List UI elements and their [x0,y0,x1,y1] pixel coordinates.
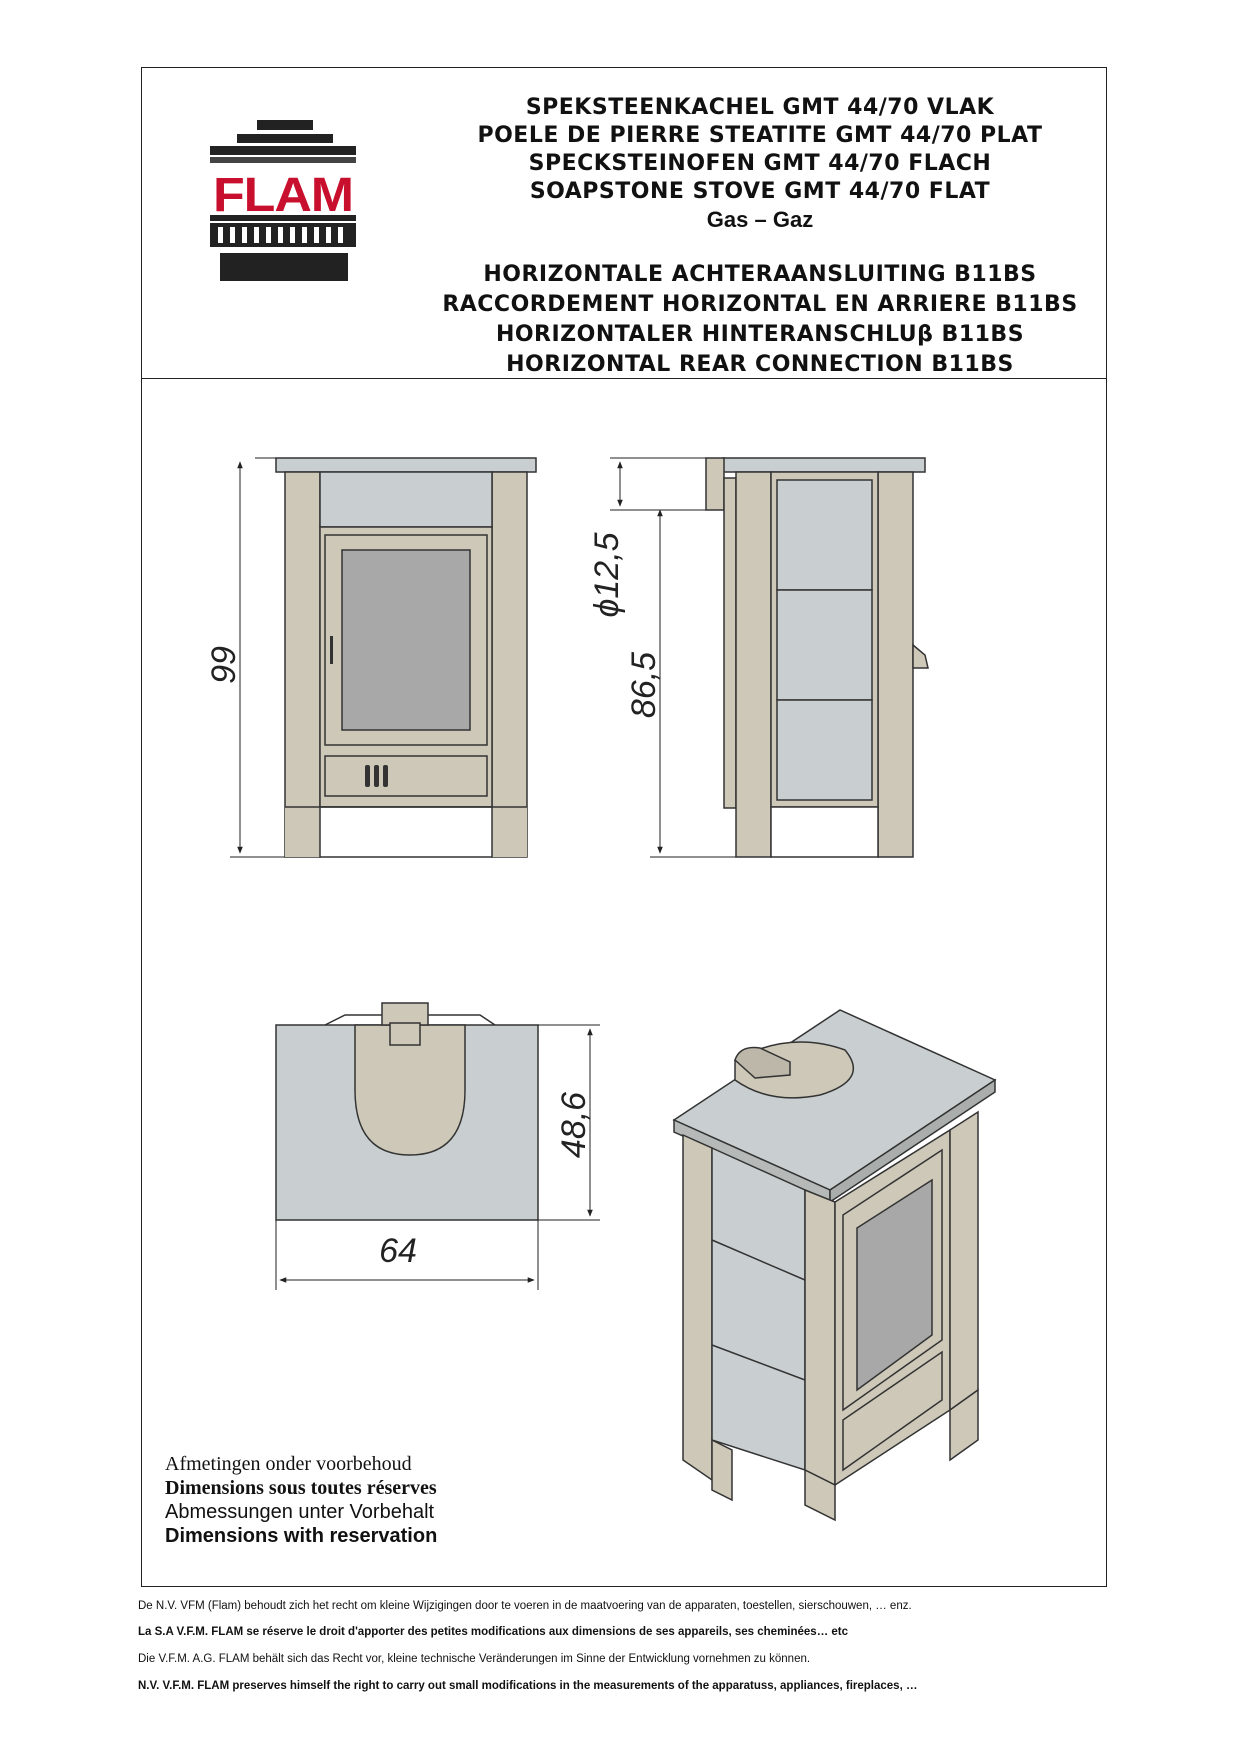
side-view [706,458,928,857]
logo-text: FLAM [213,169,353,222]
title-de: SPECKSTEINOFEN GMT 44/70 FLACH [528,151,992,176]
footer-en: N.V. V.F.M. FLAM preserves himself the right to carry out small modifications in the measurements of the apparatuss, appliances, fireplaces, … [138,1680,918,1692]
pipe-diameter-label: ϕ12,5 [588,532,626,618]
top-view [276,1003,538,1220]
width-label: 64 [379,1232,417,1270]
disclaimer [165,1452,437,1548]
connection-fr: RACCORDEMENT HORIZONTAL EN ARRIERE B11BS [442,292,1078,317]
disclaimer-nl: Afmetingen onder voorbehoud [165,1453,412,1475]
title-fr: POELE DE PIERRE STEATITE GMT 44/70 PLAT [477,123,1043,148]
height-label: 99 [205,646,243,684]
footer-fr: La S.A V.F.M. FLAM se réserve le droit d'apporter des petites modifications aux dimensions de ses appareils, ses cheminées… etc [138,1626,849,1638]
footer-nl: De N.V. VFM (Flam) behoudt zich het recht om kleine Wijzigingen door te voeren in de maatvoering van de apparaten, toestellen, sierschouwen, … enz. [138,1600,912,1612]
perspective-view [674,1010,995,1520]
disclaimer-fr: Dimensions sous toutes réserves [165,1477,437,1499]
title-nl: SPEKSTEENKACHEL GMT 44/70 VLAK [525,95,995,120]
connection-height-label: 86,5 [625,651,663,719]
fuel-type: Gas – Gaz [706,207,814,232]
front-view [276,458,536,857]
connection-en: HORIZONTAL REAR CONNECTION B11BS [506,352,1014,377]
disclaimer-en: Dimensions with reservation [165,1525,438,1547]
disclaimer-de: Abmessungen unter Vorbehalt [165,1501,435,1523]
footer-de: Die V.F.M. A.G. FLAM behält sich das Recht vor, kleine technische Veränderungen im Sinne der Entwicklung vornehmen zu können. [138,1653,811,1665]
title-en: SOAPSTONE STOVE GMT 44/70 FLAT [529,179,991,204]
connection-nl: HORIZONTALE ACHTERAANSLUITING B11BS [483,262,1037,287]
depth-label: 48,6 [555,1091,593,1159]
connection-de: HORIZONTALER HINTERANSCHLUβ B11BS [495,322,1025,347]
